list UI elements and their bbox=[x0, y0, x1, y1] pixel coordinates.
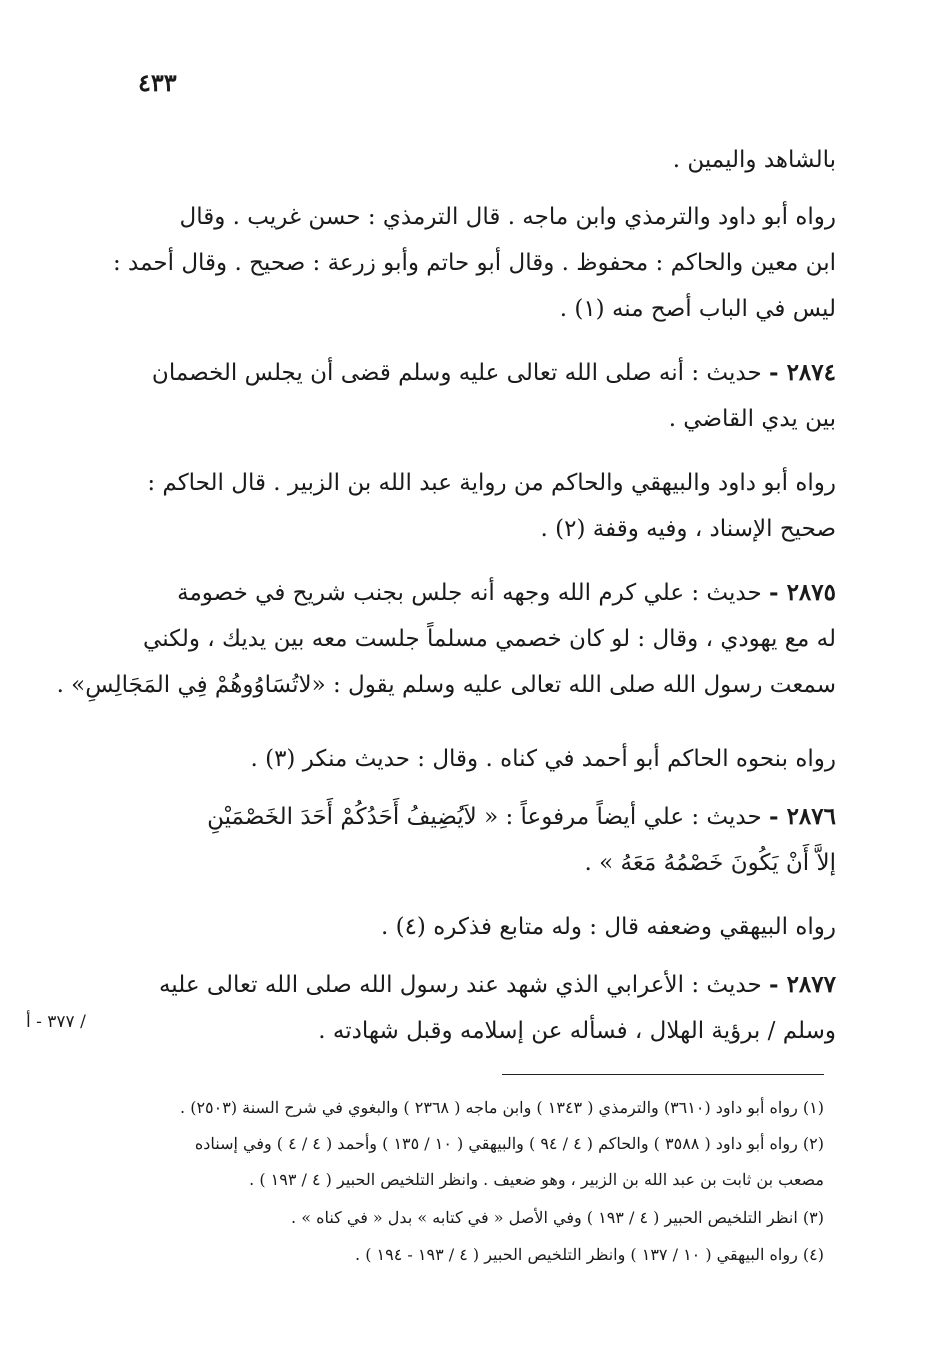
text-line: حديث : علي كرم الله وجهه أنه جلس بجنب شريح في خصومة bbox=[177, 580, 762, 606]
hadith-2877 bbox=[136, 970, 836, 1062]
text-line: ابن معين والحاكم : محفوظ . وقال أبو حاتم وأبو زرعة : صحيح . وقال أحمد : bbox=[112, 250, 836, 276]
text-line: حديث : علي أيضاً مرفوعاً : « لاَيُضِيفُ أَحَدُكُمْ أَحَدَ الخَصْمَيْنِ bbox=[207, 804, 762, 830]
paragraph-narration-2876 bbox=[136, 912, 836, 958]
text-line: ليس في الباب أصح منه (١) . bbox=[559, 296, 836, 322]
text-line: رواه أبو داود والترمذي وابن ماجه . قال الترمذي : حسن غريب . وقال bbox=[179, 204, 836, 230]
text-line: له مع يهودي ، وقال : لو كان خصمي مسلماً جلست معه بين يديك ، ولكني bbox=[143, 626, 836, 652]
hadith-2874 bbox=[136, 358, 836, 450]
text-line: وسلم / برؤية الهلال ، فسأله عن إسلامه وقبل شهادته . bbox=[318, 1018, 836, 1044]
text-line: رواه بنحوه الحاكم أبو أحمد في كناه . وقال : حديث منكر (٣) . bbox=[250, 746, 836, 772]
text-line: حديث : الأعرابي الذي شهد عند رسول الله صلى الله تعالى عليه bbox=[158, 972, 762, 998]
footnote-2-continued: مصعب بن ثابت بن عبد الله بن الزبير ، وهو ضعيف . وانظر التلخيص الحبير ( ٤ / ١٩٣ ) . bbox=[249, 1170, 824, 1189]
hadith-number: ٢٨٧٤ - bbox=[769, 359, 836, 386]
text-line: حديث : أنه صلى الله تعالى عليه وسلم قضى أن يجلس الخصمان bbox=[151, 360, 762, 386]
paragraph-continuation bbox=[136, 145, 836, 191]
hadith-number: ٢٨٧٦ - bbox=[769, 803, 836, 830]
margin-folio-note: / ٣٧٧ - أ bbox=[26, 1012, 86, 1032]
text-line: بالشاهد واليمين . bbox=[672, 147, 836, 173]
text-line: رواه البيهقي وضعفه قال : وله متابع فذكره (٤) . bbox=[380, 914, 836, 940]
text-line: إلاَّ أَنْ يَكُونَ خَصْمُهُ مَعَهُ » . bbox=[584, 850, 836, 876]
hadith-2876 bbox=[136, 802, 836, 894]
footnote-separator bbox=[502, 1074, 824, 1075]
footnote-2: (٢) رواه أبو داود ( ٣٥٨٨ ) والحاكم ( ٤ / ٩٤ ) والبيهقي ( ١٠ / ١٣٥ ) وأحمد ( ٤ / ٤ ) وفي إسناده bbox=[194, 1134, 824, 1153]
text-line: صحيح الإسناد ، وفيه وقفة (٢) . bbox=[540, 516, 836, 542]
paragraph-narration-2874 bbox=[136, 468, 836, 560]
text-line: رواه أبو داود والبيهقي والحاكم من رواية عبد الله بن الزبير . قال الحاكم : bbox=[147, 470, 836, 496]
paragraph-narration-2875 bbox=[136, 744, 836, 790]
paragraph-narration-2873 bbox=[112, 202, 836, 340]
footnote-4: (٤) رواه البيهقي ( ١٠ / ١٣٧ ) وانظر التلخيص الحبير ( ٤ / ١٩٣ - ١٩٤ ) . bbox=[355, 1245, 824, 1264]
text-line: سمعت رسول الله صلى الله تعالى عليه وسلم يقول : «لاتُسَاوُوهُمْ فِي المَجَالِسِ» . bbox=[56, 672, 836, 698]
footnote-3: (٣) انظر التلخيص الحبير ( ٤ / ١٩٣ ) وفي الأصل « في كتابه » بدل « في كناه » . bbox=[291, 1208, 824, 1227]
hadith-2875 bbox=[56, 578, 836, 716]
page-number: ٤٣٣ bbox=[138, 68, 177, 97]
hadith-number: ٢٨٧٥ - bbox=[769, 579, 836, 606]
hadith-number: ٢٨٧٧ - bbox=[769, 971, 836, 998]
footnote-1: (١) رواه أبو داود (٣٦١٠) والترمذي ( ١٣٤٣ ) وابن ماجه ( ٢٣٦٨ ) والبغوي في شرح السنة (٢٥٠٣) . bbox=[180, 1098, 824, 1117]
text-line: بين يدي القاضي . bbox=[668, 406, 836, 432]
